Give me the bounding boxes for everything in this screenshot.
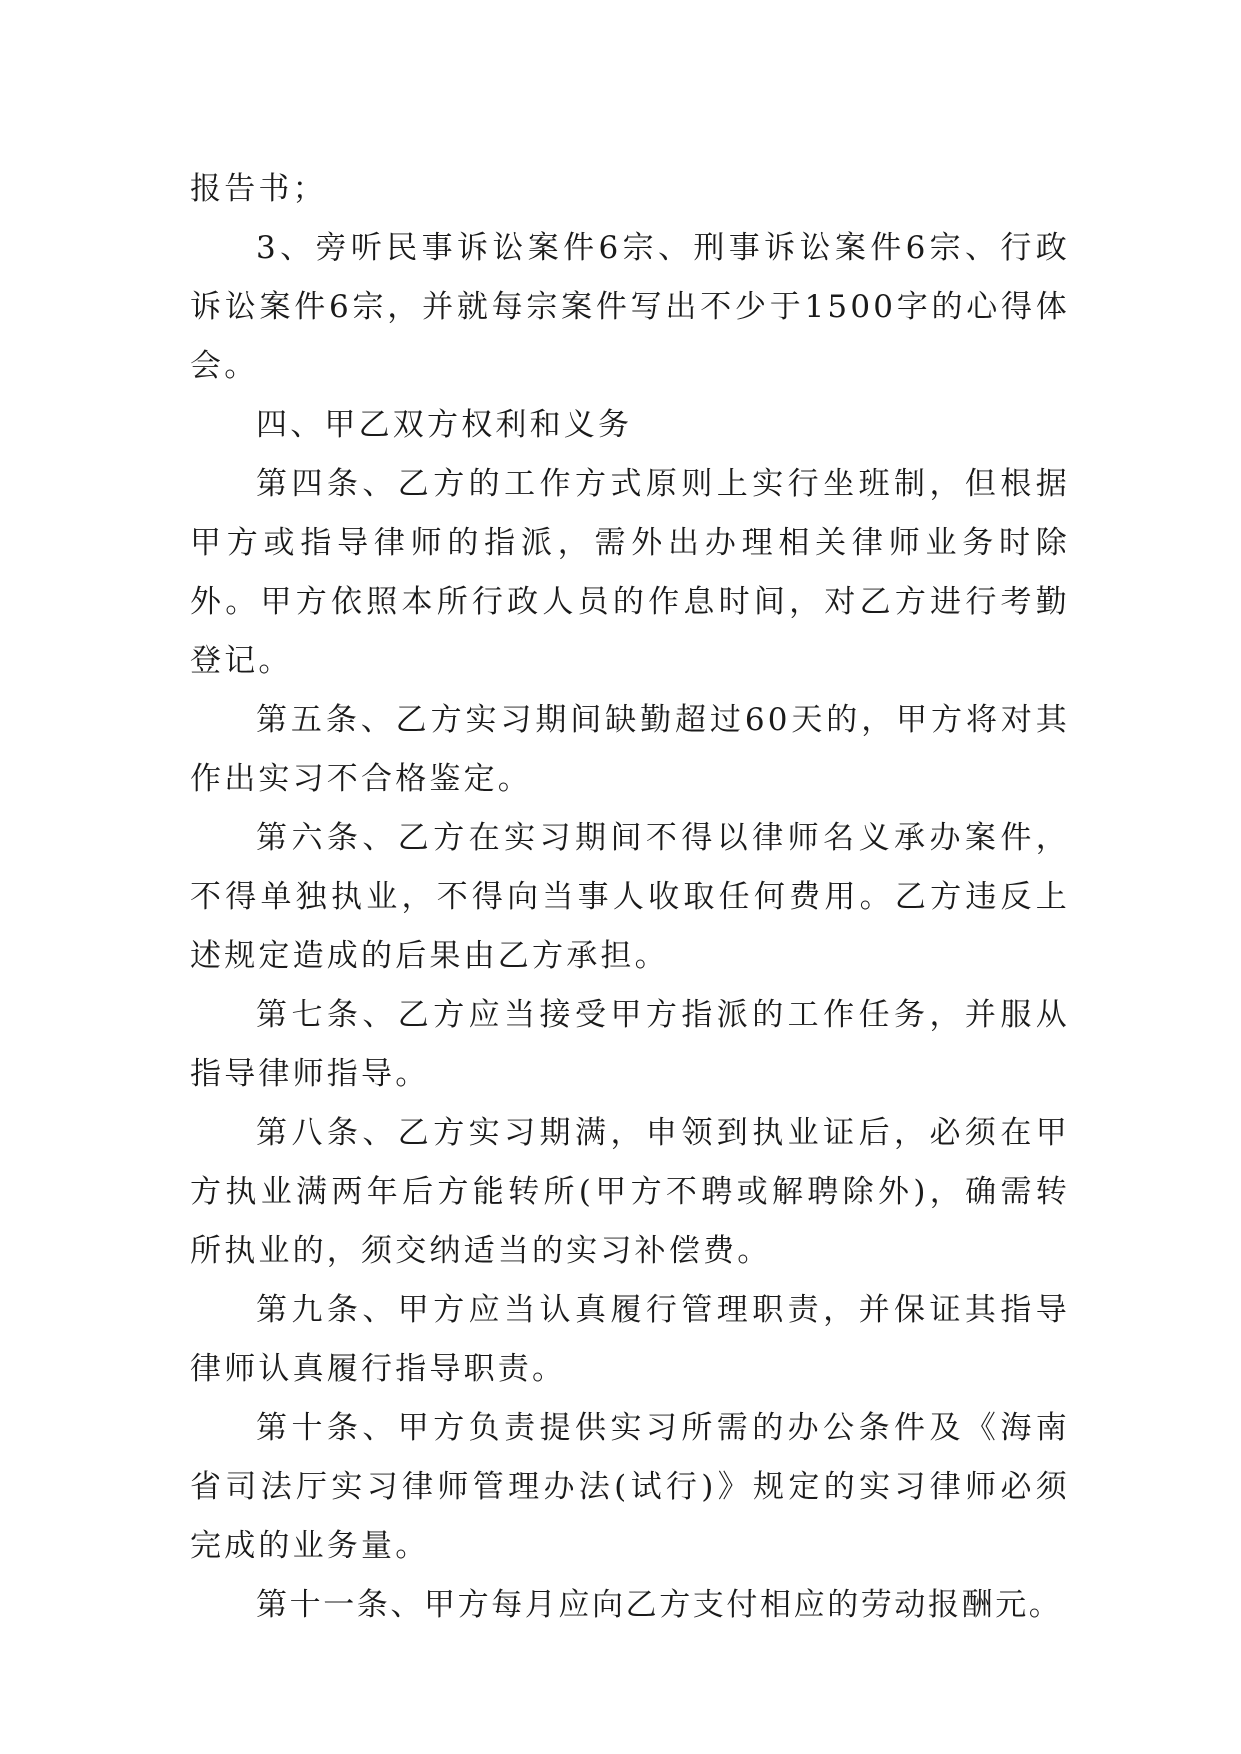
paragraph-item-3-court-observation: 3、旁听民事诉讼案件6宗、刑事诉讼案件6宗、行政诉讼案件6宗，并就每宗案件写出不少于1500字的心得体会。 bbox=[190, 230, 1070, 384]
paragraph-article-6: 第六条、乙方在实习期间不得以律师名义承办案件，不得单独执业，不得向当事人收取任何费用。乙方违反上述规定造成的后果由乙方承担。 bbox=[190, 820, 1070, 974]
paragraph-article-5: 第五条、乙方实习期间缺勤超过60天的，甲方将对其作出实习不合格鉴定。 bbox=[190, 702, 1070, 797]
document-body bbox=[190, 160, 1070, 1635]
paragraph-article-9: 第九条、甲方应当认真履行管理职责，并保证其指导律师认真履行指导职责。 bbox=[190, 1292, 1070, 1387]
section-heading-rights-obligations: 四、甲乙双方权利和义务 bbox=[256, 407, 633, 443]
paragraph-article-7: 第七条、乙方应当接受甲方指派的工作任务，并服从指导律师指导。 bbox=[190, 997, 1070, 1092]
paragraph-article-4: 第四条、乙方的工作方式原则上实行坐班制，但根据甲方或指导律师的指派，需外出办理相关律师业务时除外。甲方依照本所行政人员的作息时间，对乙方进行考勤登记。 bbox=[190, 466, 1070, 679]
paragraph-report-book: 报告书； bbox=[190, 171, 327, 207]
paragraph-article-10: 第十条、甲方负责提供实习所需的办公条件及《海南省司法厅实习律师管理办法(试行)》规定的实习律师必须完成的业务量。 bbox=[190, 1410, 1070, 1564]
paragraph-article-11: 第十一条、甲方每月应向乙方支付相应的劳动报酬元。 bbox=[256, 1587, 1063, 1623]
paragraph-article-8: 第八条、乙方实习期满，申领到执业证后，必须在甲方执业满两年后方能转所(甲方不聘或解聘除外)，确需转所执业的，须交纳适当的实习补偿费。 bbox=[190, 1115, 1070, 1269]
